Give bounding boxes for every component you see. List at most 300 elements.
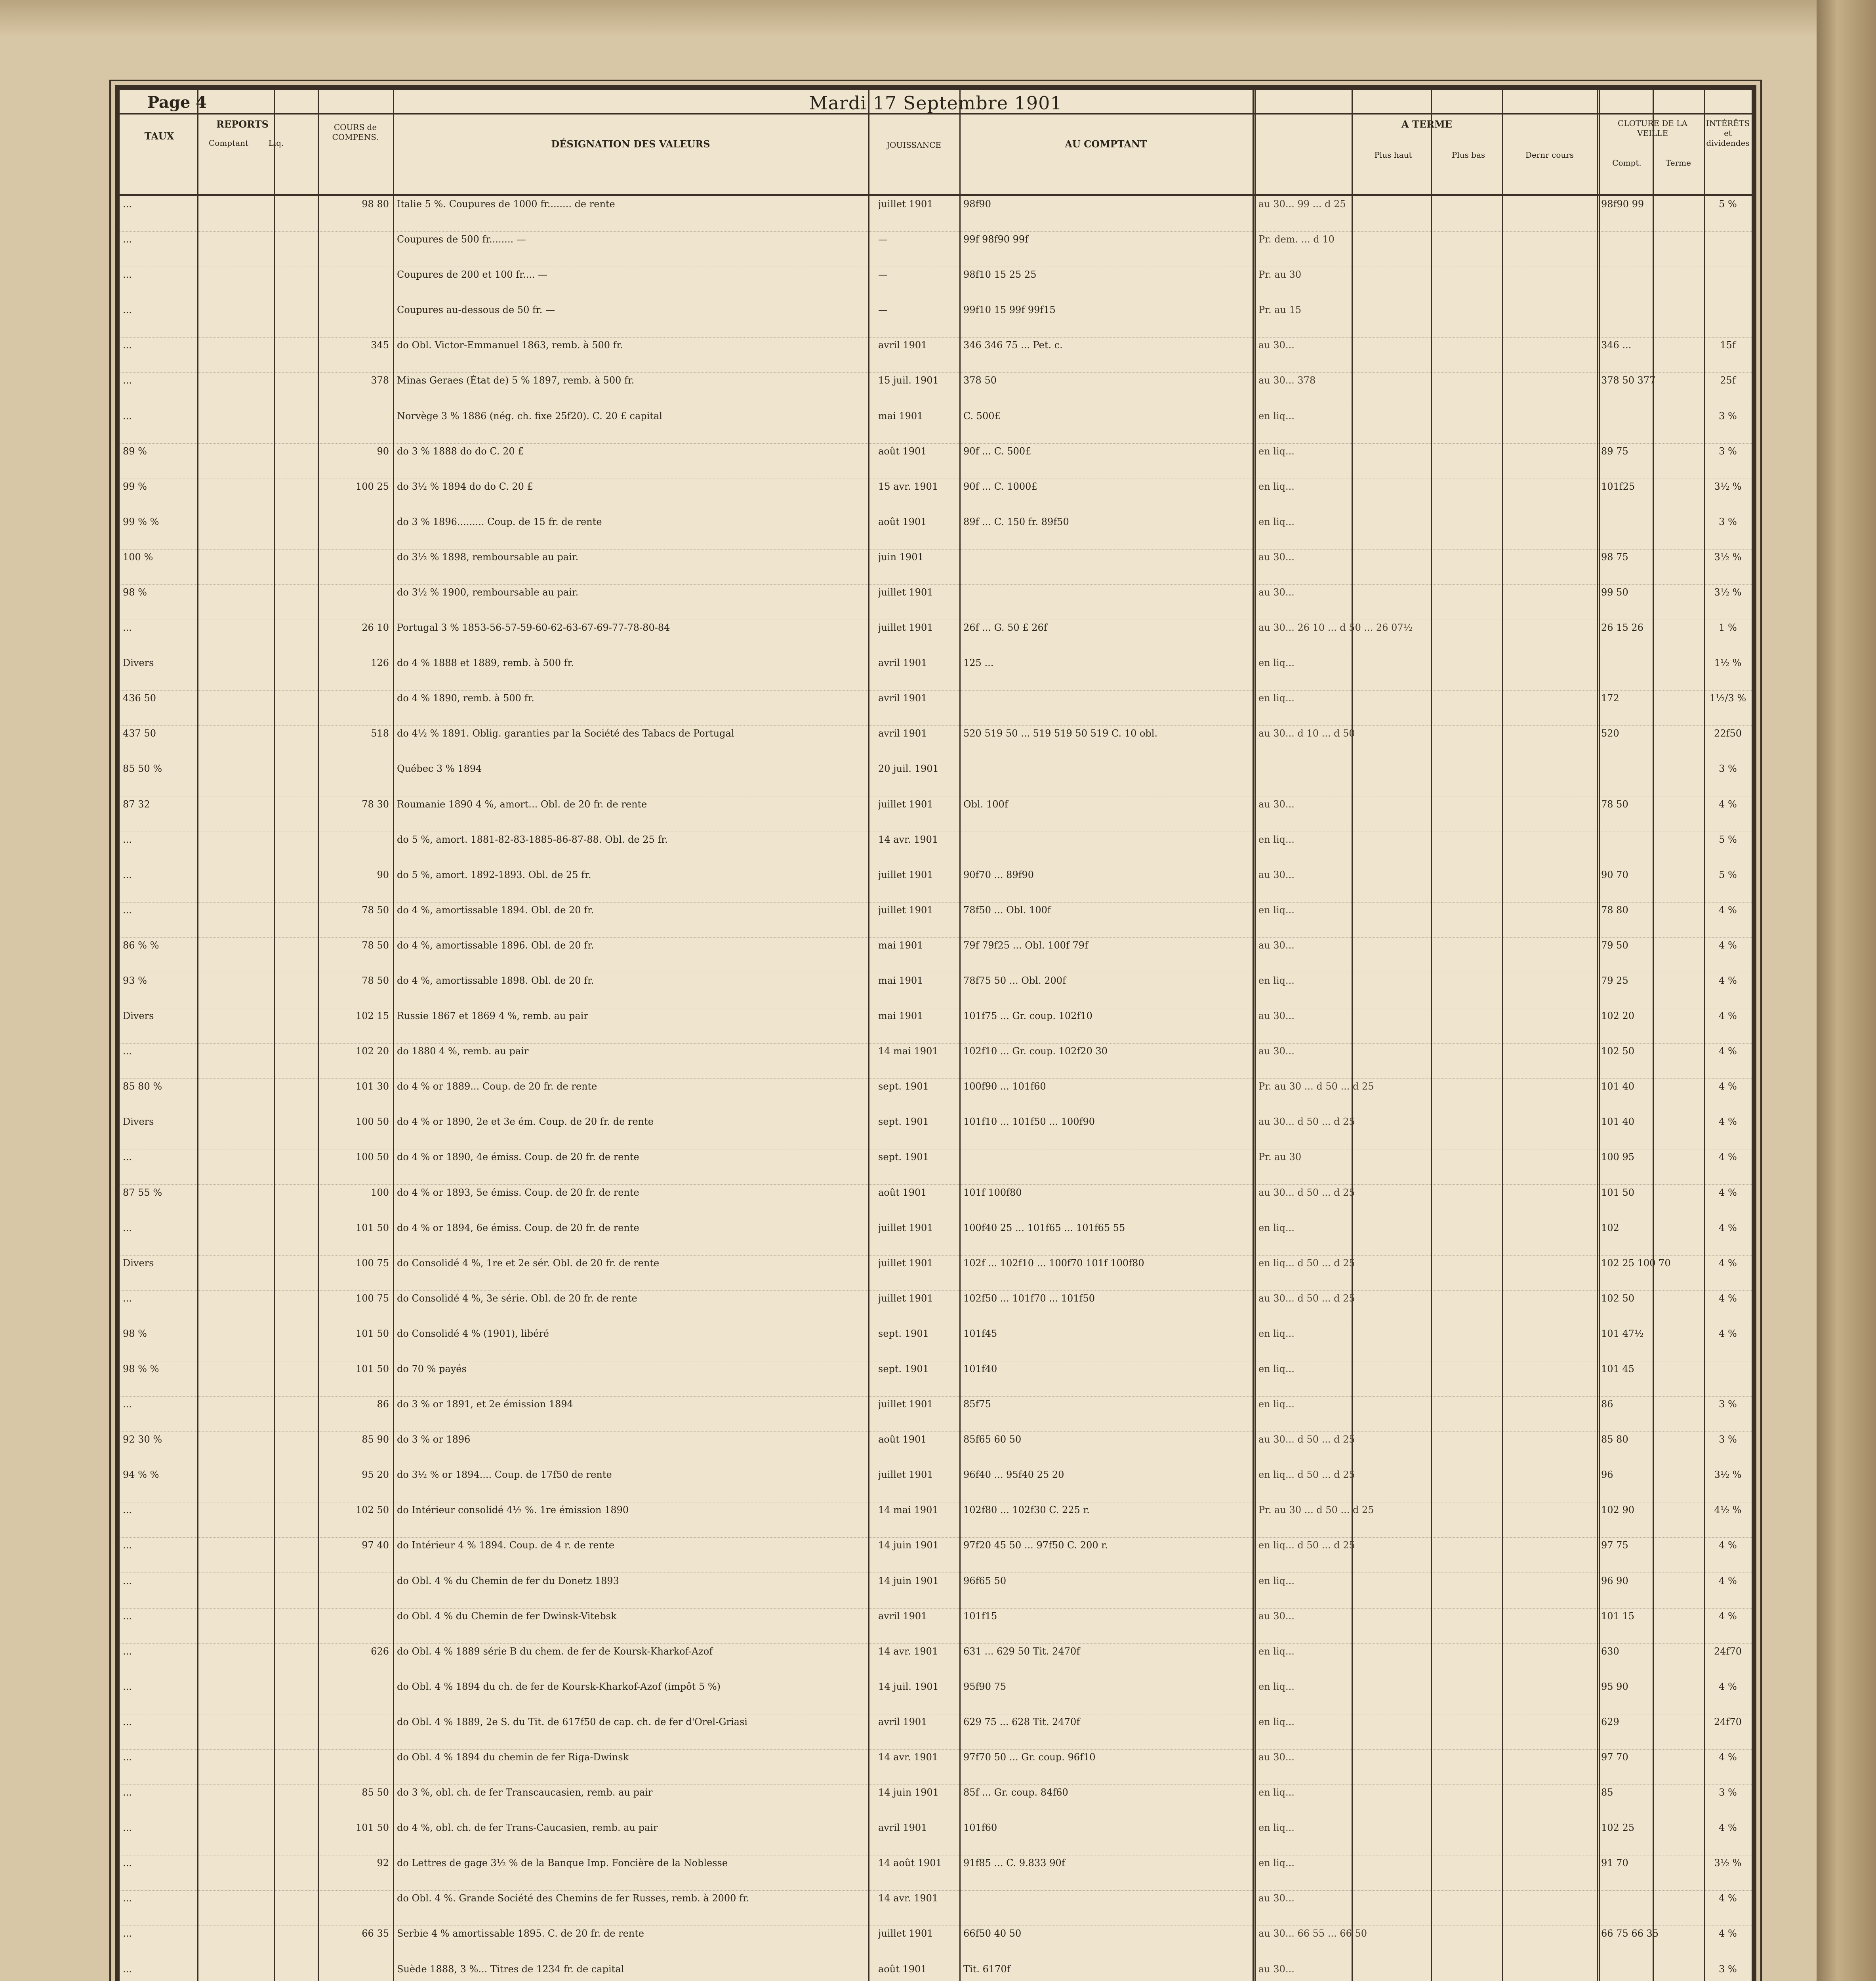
cell-jouis: avril 1901 [878,657,927,668]
cell-terme: en liq... [1258,1363,1295,1374]
cell-int: 22f50 [1714,728,1742,739]
cell-int: 3½ % [1714,1857,1742,1868]
cell-terme: Pr. au 30 [1258,1151,1302,1162]
cell-cours: 102 15 [356,1010,389,1021]
cell-taux: ... [123,304,132,315]
cell-comp: 95f90 75 [963,1681,1007,1692]
cell-comp: 91f85 ... C. 9.833 90f [963,1857,1065,1868]
cell-comp: 629 75 ... 628 Tit. 2470f [963,1716,1080,1727]
cell-desig: do 3 % 1896......... Coup. de 15 fr. de rente [397,516,602,527]
cell-jouis: juillet 1901 [878,1399,933,1410]
cell-comp: 125 ... [963,657,994,668]
cell-clot: 102 25 100 70 [1601,1258,1671,1269]
cell-comp: 78f50 ... Obl. 100f [963,905,1051,916]
cell-clot: 102 [1601,1222,1619,1233]
cell-int: 4 % [1719,1681,1737,1692]
cell-taux: ... [123,1681,132,1692]
cell-taux: 99 % % [123,516,159,527]
cell-jouis: 14 avr. 1901 [878,834,938,845]
cell-cours: 345 [371,340,389,351]
cell-comp: Tit. 6170f [963,1964,1010,1975]
cell-jouis: juillet 1901 [878,1469,933,1480]
cell-desig: do Obl. 4 % 1894 du chemin de fer Riga-Dwinsk [397,1752,629,1763]
cell-terme: au 30... [1258,587,1295,598]
cell-comp: 90f70 ... 89f90 [963,869,1034,880]
cell-terme: en liq... [1258,1328,1295,1339]
cell-int: 4 % [1719,1611,1737,1622]
cell-clot: 172 [1601,693,1619,704]
cell-terme: Pr. au 30 [1258,269,1302,280]
cell-int: 24f70 [1714,1646,1742,1657]
cell-desig: Italie 5 %. Coupures de 1000 fr........ de rente [397,198,615,210]
cell-comp: 101f40 [963,1363,997,1374]
cell-jouis: — [878,234,888,245]
cell-cours: 90 [377,869,389,880]
table-row [120,1784,1752,1820]
cell-int: 4½ % [1714,1504,1742,1515]
cell-jouis: 14 juil. 1901 [878,1681,939,1692]
cell-terme: au 30... [1258,1611,1295,1622]
cell-desig: Suède 1888, 3 %... Titres de 1234 fr. de capital [397,1964,624,1975]
cell-desig: do Obl. 4 % 1889, 2e S. du Tit. de 617f50 de cap. ch. de fer d'Orel-Griasi [397,1716,747,1727]
cell-int: 24f70 [1714,1716,1742,1727]
cell-comp: 102f ... 102f10 ... 100f70 101f 100f80 [963,1258,1144,1269]
cell-comp: 99f 98f90 99f [963,234,1029,245]
cell-taux: 85 80 % [123,1081,162,1092]
cell-jouis: 14 juin 1901 [878,1787,939,1798]
cell-jouis: août 1901 [878,1964,927,1975]
cell-int: 4 % [1719,1187,1737,1198]
table-row [120,408,1752,444]
cell-jouis: juillet 1901 [878,1222,933,1233]
cell-clot: 96 90 [1601,1575,1628,1586]
table-row [120,267,1752,302]
cell-jouis: août 1901 [878,446,927,457]
header-liq: Liq. [268,138,284,148]
cell-clot: 102 25 [1601,1822,1634,1833]
cell-int: 5 % [1719,834,1737,845]
cell-comp: 378 50 [963,375,997,386]
cell-comp: 99f10 15 99f 99f15 [963,304,1056,315]
cell-jouis: juillet 1901 [878,799,933,810]
table-row [120,1290,1752,1326]
book-spine [1817,0,1876,1981]
table-row [120,690,1752,726]
cell-jouis: 14 août 1901 [878,1857,942,1868]
table-row [120,902,1752,938]
cell-int: 4 % [1719,1293,1737,1304]
table-row [120,1078,1752,1114]
cell-comp: 520 519 50 ... 519 519 50 519 C. 10 obl. [963,728,1158,739]
cell-comp: 90f ... C. 500£ [963,446,1031,457]
cell-taux: ... [123,1716,132,1727]
cell-taux: ... [123,1752,132,1763]
cell-desig: do 1880 4 %, remb. au pair [397,1046,529,1057]
cell-taux: 100 % [123,552,153,563]
column-headers [120,115,1752,196]
cell-clot: 78 50 [1601,799,1628,810]
cell-terme: au 30... 26 10 ... d 50 ... 26 07½ [1258,622,1413,633]
cell-comp: 97f20 45 50 ... 97f50 C. 200 r. [963,1540,1108,1551]
header-cours-compens: COURS de COMPENS. [332,122,379,142]
cell-comp: 101f45 [963,1328,997,1339]
cell-desig: do 4 % or 1894, 6e émiss. Coup. de 20 fr. de rente [397,1222,639,1233]
cell-clot: 99 50 [1601,587,1628,598]
table-row [120,1396,1752,1432]
cell-comp: 346 346 75 ... Pet. c. [963,340,1063,351]
cell-int: 4 % [1719,1151,1737,1162]
cell-taux: ... [123,1822,132,1833]
cell-int: 15f [1720,340,1736,351]
cell-desig: do 4 % or 1889... Coup. de 20 fr. de rente [397,1081,597,1092]
cell-clot: 85 [1601,1787,1613,1798]
cell-jouis: juillet 1901 [878,198,933,210]
cell-jouis: août 1901 [878,1187,927,1198]
header-plus-bas: Plus bas [1451,150,1485,160]
cell-clot: 378 50 377 [1601,375,1656,386]
table-row [120,1608,1752,1644]
cell-int: 4 % [1719,799,1737,810]
cell-int: 4 % [1719,1258,1737,1269]
table-row [120,832,1752,867]
cell-desig: do 4 % or 1893, 5e émiss. Coup. de 20 fr. de rente [397,1187,639,1198]
cell-taux: ... [123,1540,132,1551]
cell-jouis: août 1901 [878,516,927,527]
cell-int: 3 % [1719,410,1737,422]
cell-cours: 101 50 [356,1363,389,1374]
cell-jouis: avril 1901 [878,1716,927,1727]
cell-desig: do 3½ % 1900, remboursable au pair. [397,587,579,598]
table-row [120,1855,1752,1891]
cell-clot: 91 70 [1601,1857,1628,1868]
cell-terme: au 30... [1258,940,1295,951]
cell-comp: 101f10 ... 101f50 ... 100f90 [963,1116,1095,1127]
cell-desig: do Obl. 4 %. Grande Société des Chemins de fer Russes, remb. à 2000 fr. [397,1893,749,1904]
cell-taux: 93 % [123,975,147,986]
cell-clot: 346 ... [1601,340,1632,351]
cell-int: 5 % [1719,198,1737,210]
table-row [120,337,1752,373]
cell-desig: do Obl. Victor-Emmanuel 1863, remb. à 500 fr. [397,340,623,351]
cell-cours: 90 [377,446,389,457]
table-row [120,620,1752,655]
cell-desig: do 4 % or 1890, 4e émiss. Coup. de 20 fr. de rente [397,1151,639,1162]
cell-int: 3 % [1719,516,1737,527]
cell-cours: 102 20 [356,1046,389,1057]
cell-taux: ... [123,1646,132,1657]
cell-cours: 518 [371,728,389,739]
cell-clot: 630 [1601,1646,1619,1657]
cell-int: 1 % [1719,622,1737,633]
cell-desig: do Obl. 4 % 1894 du ch. de fer de Koursk-Kharkof-Azof (impôt 5 %) [397,1681,721,1692]
table-row [120,479,1752,514]
table-row [120,1149,1752,1185]
cell-taux: 98 % [123,587,147,598]
table-row [120,1890,1752,1926]
cell-clot: 101 40 [1601,1081,1634,1092]
cell-comp: 85f ... Gr. coup. 84f60 [963,1787,1068,1798]
cell-comp: 85f75 [963,1399,991,1410]
cell-desig: Coupures de 200 et 100 fr.... — [397,269,548,280]
cell-taux: 87 32 [123,799,150,810]
table-row [120,796,1752,832]
cell-int: 1½ % [1714,657,1742,668]
cell-terme: en liq... d 50 ... d 25 [1258,1540,1355,1551]
cell-clot: 89 75 [1601,446,1628,457]
cell-desig: do 3 % 1888 do do C. 20 £ [397,446,524,457]
cell-int: 4 % [1719,905,1737,916]
cell-taux: 437 50 [123,728,156,739]
cell-clot: 100 95 [1601,1151,1634,1162]
cell-taux: ... [123,1399,132,1410]
paper-top-edge [0,0,1817,38]
cell-taux: 87 55 % [123,1187,162,1198]
cell-terme: en liq... d 50 ... d 25 [1258,1258,1355,1269]
cell-comp: 100f40 25 ... 101f65 ... 101f65 55 [963,1222,1125,1233]
cell-terme: au 30... d 50 ... d 25 [1258,1293,1355,1304]
cell-int: 4 % [1719,1046,1737,1057]
cell-cours: 101 30 [356,1081,389,1092]
cell-terme: en liq... [1258,1222,1295,1233]
cell-cours: 100 [371,1187,389,1198]
cell-cours: 86 [377,1399,389,1410]
cell-int: 3 % [1719,1434,1737,1445]
table-row [120,1467,1752,1502]
cell-jouis: mai 1901 [878,940,923,951]
cell-terme: en liq... [1258,1646,1295,1657]
cell-terme: en liq... [1258,905,1295,916]
quotation-table [120,196,1752,1981]
cell-desig: do 5 %, amort. 1881-82-83-1885-86-87-88. Obl. de 25 fr. [397,834,668,845]
cell-cours: 100 75 [356,1258,389,1269]
cell-taux: ... [123,234,132,245]
cell-taux: ... [123,1151,132,1162]
cell-taux: ... [123,1611,132,1622]
cell-terme: en liq... [1258,975,1295,986]
cell-terme: au 30... d 50 ... d 25 [1258,1187,1355,1198]
cell-cours: 100 75 [356,1293,389,1304]
cell-cours: 101 50 [356,1328,389,1339]
cell-taux: ... [123,1222,132,1233]
cell-desig: do 4 %, amortissable 1898. Obl. de 20 fr. [397,975,594,986]
cell-cours: 78 50 [362,975,389,986]
cell-comp: 79f 79f25 ... Obl. 100f 79f [963,940,1088,951]
cell-int: 3½ % [1714,1469,1742,1480]
cell-jouis: avril 1901 [878,693,927,704]
cell-taux: ... [123,905,132,916]
cell-desig: Québec 3 % 1894 [397,763,482,774]
cell-jouis: avril 1901 [878,1611,927,1622]
cell-terme: Pr. au 15 [1258,304,1302,315]
table-row [120,1114,1752,1149]
cell-comp: 101f15 [963,1611,997,1622]
cell-desig: do Intérieur consolidé 4½ %. 1re émission 1890 [397,1504,629,1515]
cell-desig: do Intérieur 4 % 1894. Coup. de 4 r. de rente [397,1540,615,1551]
header-dernier-cours: Dernr cours [1525,150,1574,160]
cell-desig: do Obl. 4 % du Chemin de fer Dwinsk-Vitebsk [397,1611,617,1622]
cell-taux: 86 % % [123,940,159,951]
cell-jouis: sept. 1901 [878,1151,929,1162]
cell-int: 3½ % [1714,481,1742,492]
cell-clot: 101 47½ [1601,1328,1644,1339]
header-designation: DÉSIGNATION DES VALEURS [551,138,710,150]
table-row [120,1926,1752,1961]
cell-comp: 89f ... C. 150 fr. 89f50 [963,516,1069,527]
cell-terme: au 30... [1258,799,1295,810]
cell-int: 1½/3 % [1709,693,1746,704]
cell-clot: 97 70 [1601,1752,1628,1763]
cell-terme: en liq... [1258,1857,1295,1868]
cell-clot: 96 [1601,1469,1613,1480]
cell-clot: 95 90 [1601,1681,1628,1692]
cell-jouis: sept. 1901 [878,1116,929,1127]
cell-jouis: 14 juin 1901 [878,1575,939,1586]
cell-jouis: mai 1901 [878,975,923,986]
table-row [120,1043,1752,1079]
cell-jouis: avril 1901 [878,728,927,739]
cell-desig: Russie 1867 et 1869 4 %, remb. au pair [397,1010,588,1021]
header-terme: Terme [1666,158,1691,168]
cell-comp: 98f10 15 25 25 [963,269,1037,280]
table-row [120,1961,1752,1981]
table-row [120,1502,1752,1538]
cell-jouis: sept. 1901 [878,1328,929,1339]
cell-int: 4 % [1719,1575,1737,1586]
cell-clot: 98f90 99 [1601,198,1644,210]
cell-jouis: — [878,304,888,315]
cell-clot: 66 75 66 35 [1601,1928,1659,1939]
cell-terme: en liq... [1258,1399,1295,1410]
cell-desig: do 3 % or 1896 [397,1434,471,1445]
cell-taux: 436 50 [123,693,156,704]
cell-clot: 79 25 [1601,975,1628,986]
table-row [120,1326,1752,1361]
cell-terme: Pr. au 30 ... d 50 ... d 25 [1258,1504,1374,1515]
cell-desig: Coupures de 500 fr........ — [397,234,526,245]
header-comptant: Comptant [209,138,248,148]
cell-comp: Obl. 100f [963,799,1008,810]
table-row [120,1431,1752,1467]
cell-desig: do 4 %, obl. ch. de fer Trans-Caucasien, remb. au pair [397,1822,658,1833]
cell-cours: 102 50 [356,1504,389,1515]
cell-desig: do 4 % 1888 et 1889, remb. à 500 fr. [397,657,574,668]
cell-desig: do Obl. 4 % du Chemin de fer du Donetz 1893 [397,1575,619,1586]
cell-int: 4 % [1719,975,1737,986]
cell-desig: Portugal 3 % 1853-56-57-59-60-62-63-67-69-77-78-80-84 [397,622,670,633]
cell-terme: Pr. dem. ... d 10 [1258,234,1335,245]
header-au-comptant: AU COMPTANT [1065,138,1147,150]
cell-int: 4 % [1719,1928,1737,1939]
cell-int: 4 % [1719,1893,1737,1904]
cell-taux: ... [123,198,132,210]
table-row [120,514,1752,550]
cell-desig: do Lettres de gage 3½ % de la Banque Imp. Foncière de la Noblesse [397,1857,728,1868]
table-row [120,1573,1752,1609]
cell-desig: do 4½ % 1891. Oblig. garanties par la Société des Tabacs de Portugal [397,728,734,739]
cell-jouis: 15 juil. 1901 [878,375,939,386]
cell-desig: do 3½ % or 1894.... Coup. de 17f50 de rente [397,1469,612,1480]
cell-jouis: 14 mai 1901 [878,1046,938,1057]
cell-taux: ... [123,375,132,386]
cell-clot: 98 75 [1601,552,1628,563]
cell-jouis: — [878,269,888,280]
cell-terme: au 30... 378 [1258,375,1316,386]
cell-terme: au 30... [1258,1752,1295,1763]
cell-terme: en liq... [1258,1716,1295,1727]
cell-clot: 85 80 [1601,1434,1628,1445]
cell-int: 4 % [1719,1010,1737,1021]
cell-int: 4 % [1719,940,1737,951]
cell-jouis: mai 1901 [878,1010,923,1021]
cell-jouis: 14 juin 1901 [878,1540,939,1551]
cell-terme: en liq... [1258,834,1295,845]
table-row [120,1537,1752,1573]
cell-int: 3½ % [1714,587,1742,598]
table-row [120,1220,1752,1256]
table-row [120,1820,1752,1855]
header-compt: Compt. [1612,158,1642,168]
cell-terme: au 30... [1258,1046,1295,1057]
cell-terme: au 30... 99 ... d 25 [1258,198,1346,210]
cell-int: 3 % [1719,1787,1737,1798]
cell-jouis: mai 1901 [878,410,923,422]
cell-int: 3 % [1719,446,1737,457]
cell-taux: 89 % [123,446,147,457]
cell-terme: en liq... [1258,693,1295,704]
table-row [120,1008,1752,1044]
cell-desig: do 3½ % 1898, remboursable au pair. [397,552,579,563]
cell-taux: ... [123,1964,132,1975]
cell-desig: Minas Geraes (État de) 5 % 1897, remb. à 500 fr. [397,375,635,386]
table-row [120,372,1752,408]
cell-int: 3 % [1719,763,1737,774]
cell-comp: 101f60 [963,1822,997,1833]
cell-clot: 102 20 [1601,1010,1634,1021]
cell-desig: do 4 % 1890, remb. à 500 fr. [397,693,534,704]
cell-desig: Coupures au-dessous de 50 fr. — [397,304,555,315]
header-reports: REPORTS [216,118,269,130]
cell-taux: ... [123,410,132,422]
table-row [120,1361,1752,1397]
cell-comp: 85f65 60 50 [963,1434,1022,1445]
cell-desig: do 3 %, obl. ch. de fer Transcaucasien, remb. au pair [397,1787,653,1798]
cell-desig: do Consolidé 4 %, 3e série. Obl. de 20 fr. de rente [397,1293,637,1304]
table-row [120,231,1752,267]
header-interets: INTÉRÊTS et dividendes [1706,118,1750,148]
cell-taux: 98 % [123,1328,147,1339]
table-row [120,549,1752,585]
cell-desig: Roumanie 1890 4 %, amort... Obl. de 20 fr. de rente [397,799,647,810]
cell-taux: Divers [123,657,154,668]
cell-cours: 101 50 [356,1822,389,1833]
cell-clot: 101 15 [1601,1611,1634,1622]
cell-clot: 101 40 [1601,1116,1634,1127]
cell-jouis: juillet 1901 [878,1928,933,1939]
table-row [120,867,1752,903]
table-row [120,1643,1752,1679]
cell-jouis: août 1901 [878,1434,927,1445]
cell-jouis: juillet 1901 [878,622,933,633]
cell-comp: 78f75 50 ... Obl. 200f [963,975,1066,986]
cell-terme: au 30... [1258,552,1295,563]
cell-int: 4 % [1719,1540,1737,1551]
cell-int: 4 % [1719,1116,1737,1127]
cell-comp: 101f 100f80 [963,1187,1022,1198]
cell-comp: 100f90 ... 101f60 [963,1081,1046,1092]
cell-taux: ... [123,869,132,880]
cell-terme: au 30... [1258,869,1295,880]
table-row [120,725,1752,761]
